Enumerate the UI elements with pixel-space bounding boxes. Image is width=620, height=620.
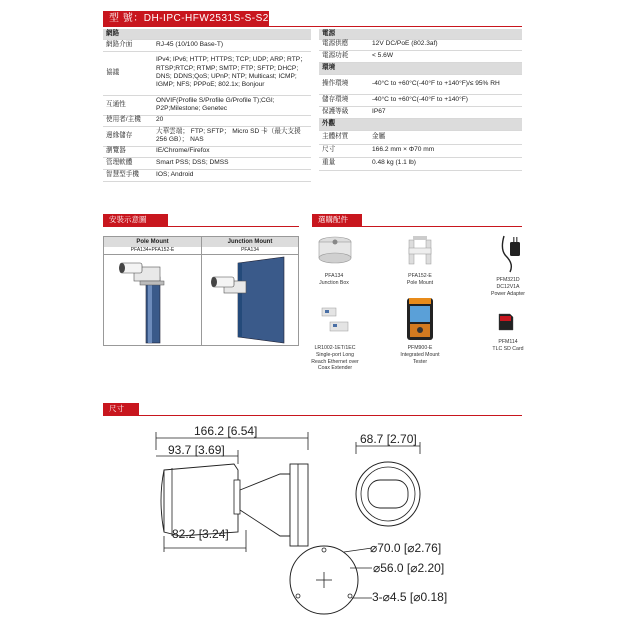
left-group-heading: 網路: [103, 29, 311, 39]
accessory-pfa134: PFA134 Junction Box: [319, 273, 349, 286]
right-spec-key: 操作環境: [319, 74, 369, 94]
base-plate-drawing: [284, 540, 374, 618]
left-spec-key: 互通性: [103, 95, 153, 115]
left-row: [103, 95, 311, 115]
right-row: [319, 106, 522, 118]
header-rule: [103, 26, 522, 27]
right-spec-value: 12V DC/PoE (802.3af): [369, 39, 522, 50]
right-spec-value: -40°C to +60°C(-40°F to +140°F)/≤ 95% RH: [369, 74, 522, 94]
accessories-tab: 選購配件: [312, 214, 362, 226]
install-tab: 安裝示意圖: [103, 214, 168, 226]
right-spec-value: IP67: [369, 106, 522, 118]
install-rule: [103, 226, 299, 227]
accessories-rule: [312, 226, 522, 227]
right-spec-key: 電源供應: [319, 39, 369, 50]
left-row: [103, 29, 311, 39]
left-row: [103, 146, 311, 157]
left-row: [103, 115, 311, 126]
right-spec-value: 166.2 mm × Φ70 mm: [369, 144, 522, 157]
install-col-pole: Pole Mount: [104, 237, 202, 247]
left-spec-key: 智慧型手機: [103, 169, 153, 181]
right-spec-key: 重量: [319, 157, 369, 170]
left-spec-value: IOS; Android: [153, 169, 311, 181]
left-row: [103, 169, 311, 181]
right-row: [319, 118, 522, 130]
accessory-pfm114: PFM114 TLC SD Card: [492, 339, 524, 352]
left-row: [103, 39, 311, 51]
right-row: [319, 157, 522, 170]
right-group-heading: 外觀: [319, 118, 522, 130]
right-spec-value: 金屬: [369, 130, 522, 144]
right-row: [319, 62, 522, 74]
left-spec-value: 20: [153, 115, 311, 126]
left-spec-key: 瀏覽器: [103, 146, 153, 157]
install-sub-pole: PFA134+PFA152-E: [104, 247, 202, 255]
junction-mount-illustration: [202, 255, 298, 345]
right-spec-key: 保護等級: [319, 106, 369, 118]
right-row: [319, 74, 522, 94]
right-row: [319, 94, 522, 106]
left-spec-value: 大華雲端； FTP; SFTP； Micro SD 卡（最大支援 256 GB）； NAS: [153, 126, 311, 146]
right-group-heading: 環境: [319, 62, 522, 74]
right-row: [319, 130, 522, 144]
left-spec-key: 網路介面: [103, 39, 153, 51]
dim-total-length: 166.2 [6.54]: [194, 424, 258, 438]
pole-mount-icon: [405, 236, 435, 268]
model-title: 型 號：DH-IPC-HFW2531S-S-S2: [103, 11, 269, 26]
dimensions-rule: [103, 415, 522, 416]
install-col-junction: Junction Mount: [202, 237, 298, 247]
left-spec-key: 使用者/主機: [103, 115, 153, 126]
front-view-drawing: [350, 440, 440, 530]
dimensions-tab: 尺寸: [103, 403, 139, 415]
accessory-pfm321d: PFM321D DC12V1A Power Adapter: [490, 277, 526, 297]
left-spec-value: ONVIF(Profile S/Profile G/Profile T);CGI; P2P;Milestone; Genetec: [153, 95, 311, 115]
install-sub-junction: PFA134: [202, 247, 298, 255]
right-spec-key: 電源功耗: [319, 50, 369, 62]
left-spec-key: 邊緣儲存: [103, 126, 153, 146]
left-row: [103, 157, 311, 169]
right-spec-value: -40°C to +60°C(-40°F to +140°F): [369, 94, 522, 106]
install-table: [103, 236, 299, 346]
right-row: [319, 144, 522, 157]
right-row: [319, 39, 522, 50]
pole-mount-illustration: [104, 255, 202, 345]
spec-table-left: [103, 29, 311, 182]
right-spec-key: 主體材質: [319, 130, 369, 144]
dim-d56: ⌀56.0 [⌀2.20]: [373, 561, 445, 575]
right-spec-key: 尺寸: [319, 144, 369, 157]
extender-icon: [316, 306, 354, 334]
right-spec-value: 0.48 kg (1.1 lb): [369, 157, 522, 170]
left-spec-key: 管理軟體: [103, 157, 153, 169]
tester-icon: [405, 296, 435, 342]
power-adapter-icon: [496, 234, 526, 274]
left-spec-value: Smart PSS; DSS; DMSS: [153, 157, 311, 169]
dim-base-length: 82.2 [3.24]: [172, 527, 229, 541]
spec-table-right: [319, 29, 522, 171]
right-spec-key: 儲存環境: [319, 94, 369, 106]
dim-holes: 3-⌀4.5 [⌀0.18]: [372, 590, 448, 604]
accessory-lr1002: LR1002-1ET/1EC Single-port Long Reach Ethernet over Coax Extender: [311, 345, 359, 372]
accessory-pfm900: PFM900-E Integrated Mount Tester: [400, 345, 440, 365]
right-spec-value: < 5.6W: [369, 50, 522, 62]
left-row: [103, 126, 311, 146]
right-row: [319, 50, 522, 62]
right-group-heading: 電源: [319, 29, 522, 39]
right-row: [319, 29, 522, 39]
sd-card-icon: [496, 312, 516, 332]
dim-mid-length: 93.7 [3.69]: [168, 443, 225, 457]
junction-box-icon: [315, 234, 355, 266]
left-row: [103, 51, 311, 95]
left-spec-key: 協議: [103, 51, 153, 95]
dim-front-width: 68.7 [2.70]: [360, 432, 417, 446]
accessory-pfa152: PFA152-E Pole Mount: [406, 273, 434, 286]
left-spec-value: IPv4; IPv6; HTTP; HTTPS; TCP; UDP; ARP; RTP；RTSP;RTCP; RTMP; SMTP; FTP; SFTP; DHCP; DNS; DDNS;QoS; UPnP; NTP; Multicast; ICMP; IGMP; NFS; PPPoE; 802.1x; Bonjour: [153, 51, 311, 95]
left-spec-value: IE/Chrome/Firefox: [153, 146, 311, 157]
dim-d70: ⌀70.0 [⌀2.76]: [370, 541, 442, 555]
left-spec-value: RJ-45 (10/100 Base-T): [153, 39, 311, 51]
